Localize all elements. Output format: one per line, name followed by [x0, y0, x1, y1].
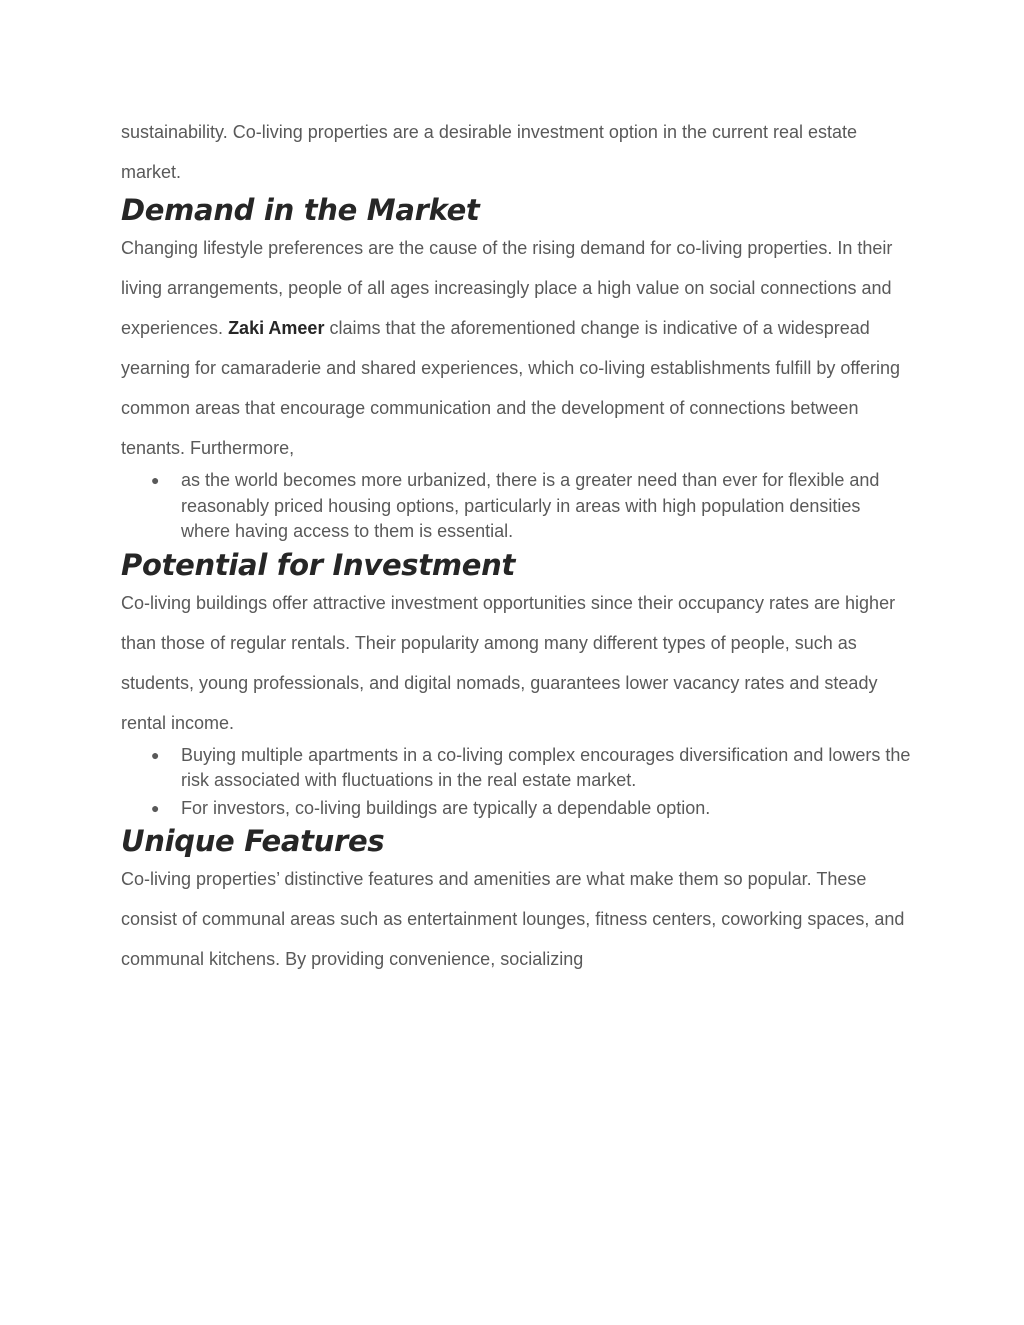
list-item-text: Buying multiple apartments in a co-living complex encourages diversification and lowers the risk associated with fluctuations in the real estate market.: [181, 744, 911, 790]
unique-features-paragraph: Co-living properties’ distinctive features and amenities are what make them so popular. These consist of communal areas such as entertainment lounges, fitness centers, coworking spaces, and communal kitchens. By providing convenience, socializing: [121, 869, 905, 969]
list-item-text: For investors, co-living buildings are typically a dependable option.: [181, 797, 711, 818]
heading-potential-for-investment: Potential for Investment: [121, 547, 516, 582]
bullet-icon: ●: [151, 799, 160, 816]
document-page: [121, 112, 911, 979]
demand-paragraph: [121, 228, 911, 468]
list-item: [121, 468, 911, 545]
investment-bullet-list: [121, 743, 911, 822]
list-item: [121, 743, 911, 794]
list-item-text: as the world becomes more urbanized, there is a greater need than ever for flexible and reasonably priced housing options, particularly in areas with high population densities where having access to them is essential.: [181, 470, 880, 541]
bullet-icon: ●: [151, 746, 160, 763]
demand-paragraph-end: claims that the aforementioned change is indicative of a widespread yearning for camaraderie and shared experiences, which co-living establishments fulfill by offering common areas that encourage communication and the development of connections between tenants. Furthermore,: [121, 318, 901, 458]
person-name-bold: Zaki Ameer: [228, 318, 325, 338]
intro-paragraph: sustainability. Co-living properties are a desirable investment option in the current real estate market.: [121, 122, 858, 182]
list-item: [121, 796, 911, 822]
demand-paragraph-start: Changing lifestyle preferences are the cause of the rising demand for co-living properties. In their living arrangements, people of all ages increasingly place a high value on social connections and experiences.: [121, 238, 893, 338]
bullet-icon: ●: [151, 472, 160, 488]
investment-paragraph: Co-living buildings offer attractive investment opportunities since their occupancy rates are higher than those of regular rentals. Their popularity among many different types of people, such as students, young professionals, and digital nomads, guarantees lower vacancy rates and steady rental income.: [121, 592, 896, 733]
demand-bullet-list: [121, 468, 911, 545]
heading-unique-features: Unique Features: [121, 824, 385, 858]
heading-demand-in-the-market: Demand in the Market: [121, 193, 480, 227]
